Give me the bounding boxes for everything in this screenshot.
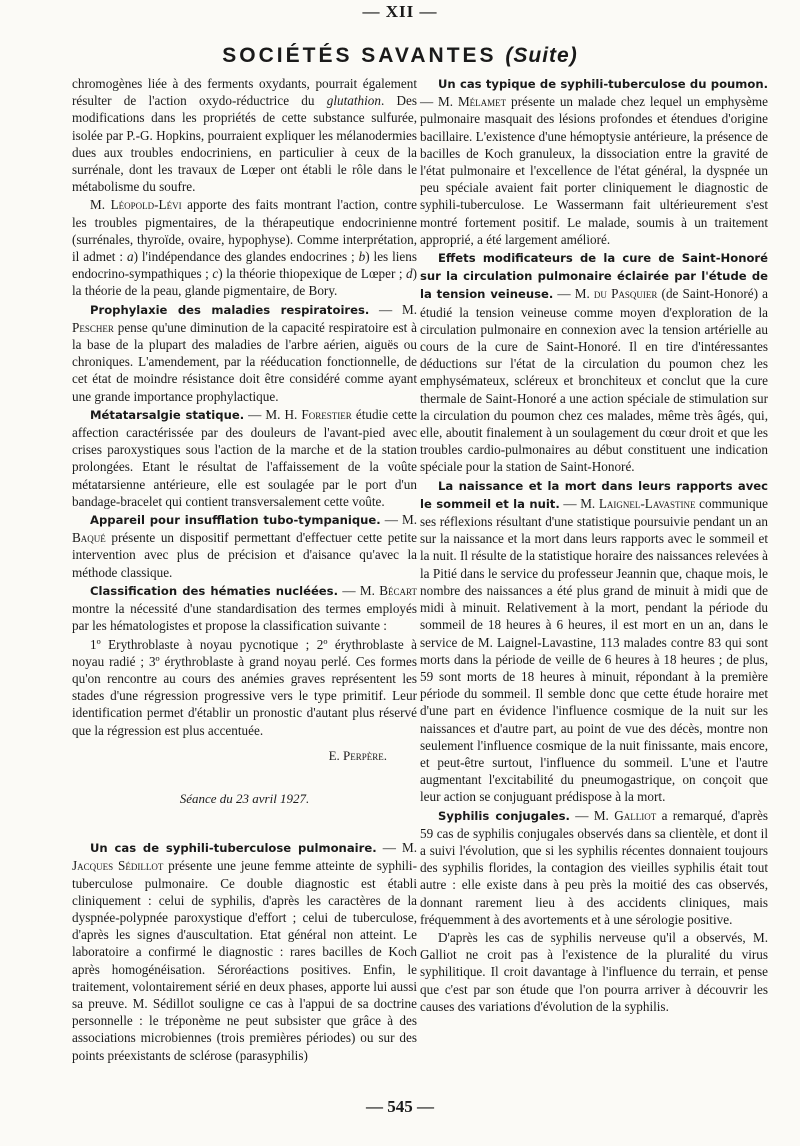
section-heading: Métatarsalgie statique. bbox=[90, 407, 245, 422]
section-heading: La naissance et la mort dans leurs rapports avec le sommeil et la nuit. bbox=[420, 478, 768, 511]
paragraph-syphilis-conjugales: Syphilis conjugales. — M. Galliot a remarqué, d'après 59 cas de syphilis conjugales observés dans sa clientèle, et dont il a suivi l'évolution, que si les syphilis récentes donnaient toujours des syphilis florides, la contagion des vieilles syphilis était tout autre : elle existe dans à peu près la moitié des cas observés, donnant rarement lieu à des accidents cliniques, mais fréquemment à des avortements et à une sérologie positive. bbox=[420, 807, 768, 927]
author-name: Bécart bbox=[379, 582, 417, 598]
paragraph-erythroblaste: 1º Erythroblaste à noyau pycnotique ; 2º érythroblaste à noyau radié ; 3º érythroblaste à grand noyau perlé. Ces formes qu'on rencontre au cours des anémies graves représentent les stades d'une régression progressive vers le type primitif. Leur identification permet d'établir un pronostic d'autant plus réservé que la régression est plus accentuée. bbox=[72, 636, 417, 738]
right-column bbox=[420, 75, 768, 1016]
page-number: — 545 — bbox=[366, 1097, 434, 1116]
roman-page-marker: — XII — bbox=[362, 2, 438, 21]
author-name: Laignel-Lavastine bbox=[598, 495, 696, 511]
section-heading: Syphilis conjugales. bbox=[438, 808, 570, 823]
paragraph-melamet: Un cas typique de syphili-tuberculose du poumon. — M. Mélamet présente un malade chez lequel un emphysème pulmonaire masquait des lésions profondes et étendues d'origine bacillaire. L'existence d'une hémoptysie antérieure, la présence de bacilles de Koch granuleux, la dissociation entre la gravité de l'état pulmonaire et l'excellence de l'état général, la dyspnée un peu spéciale avaient fait porter cliniquement le diagnostic de syphili-tuberculose. Le Wassermann fait ultérieurement s'est montré fortement positif. Le malade, soumis à un traitement approprié, a été largement amélioré. bbox=[420, 77, 768, 247]
author-name: Forestier bbox=[301, 406, 352, 422]
section-heading: Classification des hématies nucléées. bbox=[90, 583, 338, 598]
paragraph-hematies: Classification des hématies nucléées. — M. Bécart montre la nécessité d'une standardisation des termes employés par les hématologistes et propose la classification suivante : bbox=[72, 582, 417, 634]
section-title: SOCIÉTÉS SAVANTES bbox=[222, 44, 497, 67]
author-name: Galliot bbox=[614, 807, 657, 823]
section-heading: Un cas typique de syphili-tuberculose du poumon. bbox=[438, 77, 768, 91]
author-name: Jacques Sédillot bbox=[72, 858, 164, 874]
paragraph-syphilis-nerveuse: D'après les cas de syphilis nerveuse qu'il a observés, M. Galliot ne croit pas à l'existence de la pluralité du virus syphilitique. Il croit davantage à l'influence du terrain, et pense que c'est par son étude que l'on pourra arriver à découvrir les causes des variations d'évolution de la syphilis. bbox=[420, 929, 768, 1014]
paragraph-insufflation: Appareil pour insufflation tubo-tympanique. — M. Baqué présente un dispositif permettant d'effectuer cette petite intervention avec plus de précision et d'aisance qu'avec la méthode classique. bbox=[72, 512, 418, 580]
left-column bbox=[72, 75, 417, 1065]
author-name: M. Léopold-Lévi bbox=[90, 197, 182, 213]
paragraph-sedillot: Un cas de syphili-tuberculose pulmonaire. — M. Jacques Sédillot présente une jeune femme atteinte de syphili-tuberculose pulmonaire. Ce double diagnostic est établi cliniquement : celui de syphilis, d'après les caractères de la dyspnée-polypnée paroxystique d'effort ; celui de tuberculose, d'après les signes d'auscultation. Etat général non atteint. Le laboratoire a confirmé le diagnostic : rares bacilles de Koch après homogénéisation. Séroréactions positives. Enfin, le traitement, volontairement sérié en deux phases, apporte lui aussi sa preuve. M. Sédillot souligne ce cas à l'appui de sa doctrine personnelle : le tréponème ne peut subsister que grâce à des associations microbiennes (trois premières périodes) ou sur des points préexistants de sclérose (parasyphilis) bbox=[72, 840, 417, 1063]
section-heading: Appareil pour insufflation tubo-tympanique. bbox=[90, 513, 381, 528]
paragraph-prophylaxie: Prophylaxie des maladies respiratoires. — M. Pescher pense qu'une diminution de la capacité respiratoire est à la base de la plupart des maladies de l'arbre aérien, aiguës ou chroniques. L'amendement, par la rééducation fonctionnelle, de cet état de moindre résistance doit être considéré comme ayant une grande importance prophylactique. bbox=[72, 301, 417, 404]
paragraph-saint-honore: Effets modificateurs de la cure de Saint-Honoré sur la circulation pulmonaire éclairée par l'étude de la tension veineuse. — M. du Pasquier (de Saint-Honoré) a étudié la tension veineuse comme moyen d'exploration de la circulation pulmonaire en connexion avec la tension artérielle au cours de la cure de Saint-Honoré. Il en tire d'intéressantes déductions sur l'état de la circulation du poumon chez les emphysémateux, scléreux et bronchiteux et conclut que la cure thermale de Saint-Honoré a une action spéciale de stimulation sur la circulation du poumon chez ces malades, même très âgés, qui, elle, aboutit finalement à un soulagement du cœur droit et que les troubles cardio-pulmonaires au début constituent une indication spéciale pour la station de Saint-Honoré. bbox=[420, 251, 768, 475]
author-name: Mélamet bbox=[457, 94, 507, 110]
paragraph-naissance-mort: La naissance et la mort dans leurs rapports avec le sommeil et la nuit. — M. Laignel-Lavastine communique ses réflexions résultant d'une statistique poursuivie pendant un an sur la naissance et la mort dans leurs rapports avec le sommeil et la nuit. Il résulte de la statistique horaire des naissances relevées à la Pitié dans le service du professeur Jeannin que, chaque mois, le nombre des naissances a été plus grand de minuit à midi que de midi à minuit. Relativement à la mort, pendant la période du sommeil de 18 heures à 6 heures, il est mort en un an, dans le service de M. Laignel-Lavastine, 113 malades contre 83 qui sont morts dans la période de veille de 6 heures à 18 heures ; de plus, 59 sont morts de 18 heures à minuit, répondant à la première période du sommeil. Il semble donc que cette étude horaire met d'une part en évidence l'influence cosmique de la nuit sur les naissances et d'autre part, au point de vue des décès, montre non seulement l'influence cosmique de la nuit finissante, mais encore, et peut-être surtout, l'influence du sommeil. L'une et l'autre augmentant l'excitabilité du pneumogastrique, on conçoit que leur action se conjuguant prédispose à la mort. bbox=[420, 478, 769, 805]
section-header bbox=[0, 44, 800, 68]
author-name: du Pasquier bbox=[593, 286, 658, 302]
section-heading: Prophylaxie des maladies respiratoires. bbox=[90, 302, 370, 317]
paragraph-metatarsalgie: Métatarsalgie statique. — M. H. Forestier étudie cette affection caractérissée par des douleurs de l'avant-pied avec crises paroxystiques sous l'action de la marche et de la station prolongées. Etant le résultat de l'affaissement de la voûte métatarsienne antérieure, elle est soulagée par le port d'un bandage-bracelet qui contient transversalement cette voûte. bbox=[72, 406, 418, 509]
section-suite: (Suite) bbox=[505, 44, 578, 67]
section-heading: Effets modificateurs de la cure de Saint-Honoré sur la circulation pulmonaire éclairée par l'étude de la tension veineuse. bbox=[420, 251, 768, 302]
signature: E. Perpère. bbox=[328, 747, 387, 763]
author-name: Baqué bbox=[72, 530, 106, 546]
paragraph-leopold-levi: M. Léopold-Lévi apporte des faits montrant l'action, contre les troubles pigmentaires, de la thérapeutique endocrinienne (surrénales, thyroïde, ovaire, hypophyse). Comme interprétation, il admet : a) l'indépendance des glandes endocrines ; b) les liens endocrino-sympathiques ; c) la théorie thiopexique de Lœper ; d) la théorie de la peau, glande pigmentaire, de Bory. bbox=[72, 197, 418, 299]
author-name: Pescher bbox=[72, 319, 114, 335]
session-date: Séance du 23 avril 1927. bbox=[179, 790, 310, 806]
section-heading: Un cas de syphili-tuberculose pulmonaire. bbox=[90, 841, 377, 856]
paragraph-glutathion: chromogènes liée à des ferments oxydants, pourrait également résulter de l'action oxydo-réductrice du glutathion. Des modifications dans les propriétés de cette substance sulfurée, isolée par P.-G. Hopkins, pourraient expliquer les mélanodermies dues aux troubles endocriniens, en particulier à ceux de la surrénale, dont les travaux de Lœper ont établi le rôle dans le métabolisme du soufre. bbox=[72, 76, 418, 195]
